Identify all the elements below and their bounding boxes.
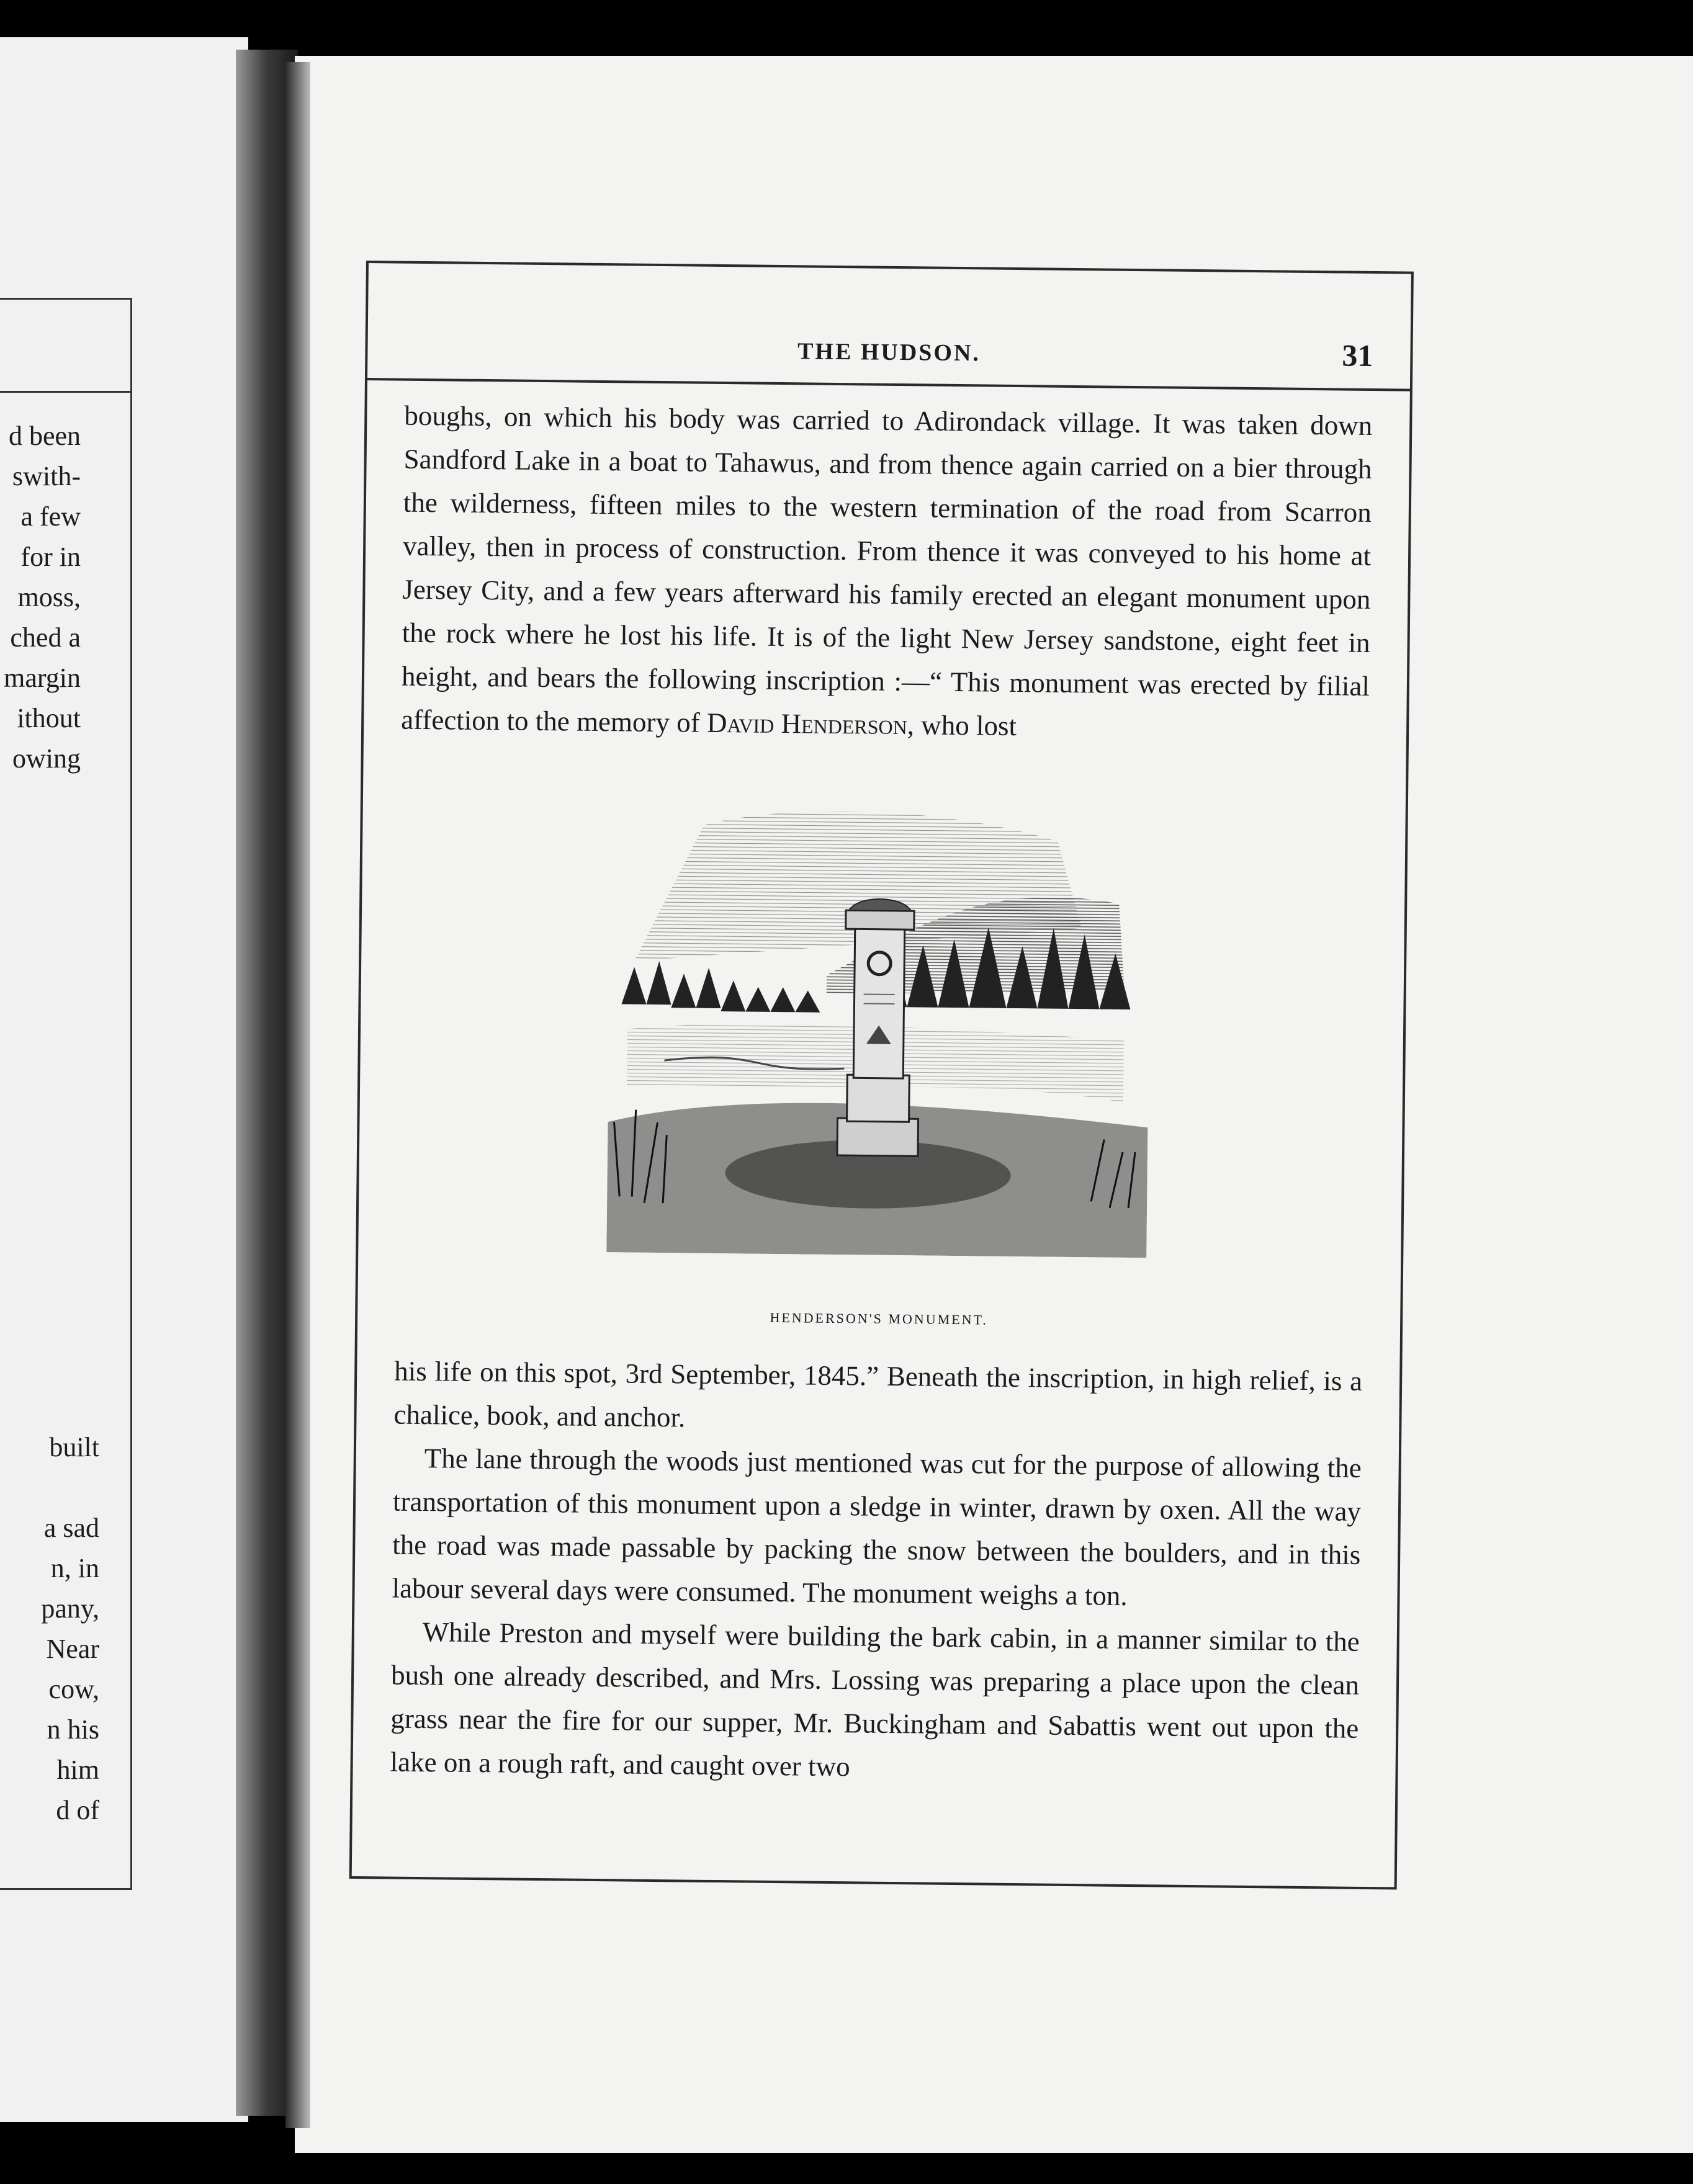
facing-line: ithout [17,703,81,733]
facing-line: n his [47,1714,99,1745]
facing-line [0,1467,99,1508]
facing-page-head-rule [0,391,130,393]
inscription-name: David Henderson [706,707,908,741]
facing-line: swith- [12,461,81,491]
facing-line: n, in [50,1553,99,1583]
facing-page [0,37,248,2122]
facing-line: Near [46,1634,99,1664]
paragraph-cabin: While Preston and myself were building the bark cabin, in a manner similar to the bush one already described, and Mrs. Lossing was preparing a place upon the clean grass near the fire for our supper, Mr. Buckingham and Sabattis went out upon the lake on a rough raft, and caught over two [390,1616,1360,1783]
paragraph-lane: The lane through the woods just mentioned was cut for the purpose of allowing the transportation of this monument upon a sledge in winter, drawn by oxen. All the way the road was made passable by packing the snow between the boulders, and in this labour several days were consumed. The monument weighs a ton. [392,1443,1362,1611]
paragraph-top-end: , who lost [907,709,1017,742]
facing-line: pany, [41,1593,99,1624]
figure-caption: HENDERSON'S MONUMENT. [770,1309,988,1328]
page-number: 31 [1342,338,1373,373]
facing-line: ched a [10,622,81,653]
paragraph-top-text: boughs, on which his body was carried to Adirondack village. It was taken down Sandford Lake in a boat to Tahawus, and from thence again carried on a bier through the wilderness, fifteen miles to the western termination of the road from Scarron valley, then in process of construction. From thence it was conveyed to his home at Jersey City, and a few years afterward his family erected an elegant monument upon the rock where he lost his life. It is of the light New Jersey sandstone, eight feet in height, and bears the following inscription :—“ This monument was erected by filial affection to the memory of [400,400,1373,738]
facing-line: him [56,1755,99,1785]
facing-line: owing [12,743,81,774]
facing-line: built [49,1432,99,1462]
facing-line: cow, [48,1674,99,1704]
page-frame [349,261,1414,1890]
facing-line: d of [56,1795,99,1825]
paragraph-bottom [390,1349,1362,1794]
paragraph-top [401,394,1373,751]
running-head [367,322,1411,392]
facing-line: moss, [17,582,81,612]
gutter-edge [285,62,310,2128]
facing-line: for in [20,542,81,572]
facing-line: d been [8,421,81,451]
monument-engraving [606,799,1151,1258]
paragraph-continued: his life on this spot, 3rd September, 1845.” Beneath the inscription, in high relief, is a chalice, book, and anchor. [393,1355,1363,1433]
facing-page-text-bottom [0,1427,99,1830]
facing-page-text-top [0,416,81,779]
facing-line: a few [20,501,81,532]
running-title: THE HUDSON. [797,338,981,367]
facing-line: margin [4,663,81,693]
facing-line: a sad [43,1513,99,1543]
